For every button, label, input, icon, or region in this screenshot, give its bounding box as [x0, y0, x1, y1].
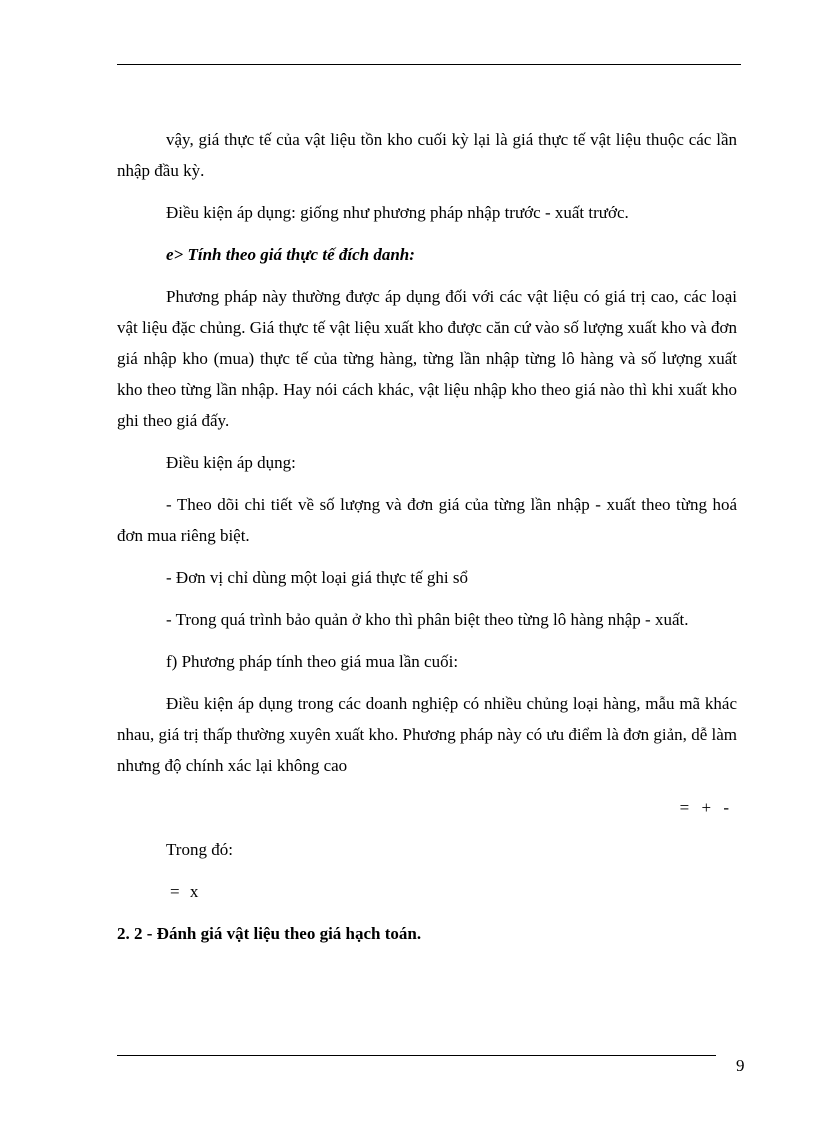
list-item: - Đơn vị chỉ dùng một loại giá thực tế ghi sổ — [166, 568, 468, 587]
formula-line: = x — [170, 882, 202, 901]
section-heading: 2. 2 - Đánh giá vật liệu theo giá hạch toán. — [117, 924, 422, 943]
list-item: - Theo dõi chi tiết về số lượng và đơn giá của từng lần nhập - xuất theo từng hoá đơn mua riêng biệt. — [117, 495, 737, 545]
paragraph: Trong đó: — [166, 840, 233, 859]
list-item: - Trong quá trình bảo quản ở kho thì phân biệt theo từng lô hàng nhập - xuất. — [166, 610, 689, 629]
paragraph: Phương pháp này thường được áp dụng đối với các vật liệu có giá trị cao, các loại vật liệu đặc chủng. Giá thực tế vật liệu xuất kho được căn cứ vào số lượng xuất kho và đơn giá nhập kho (mua) thực tế của từng hàng, từng lần nhập từng lô hàng và số lượng xuất kho theo từng lần nhập. Hay nói cách khác, vật liệu nhập kho theo giá nào thì khi xuất kho ghi theo giá đấy. — [117, 287, 737, 430]
formula-line: = + - — [679, 798, 733, 817]
document-body — [117, 124, 737, 949]
paragraph: vậy, giá thực tế của vật liệu tồn kho cuối kỳ lại là giá thực tế vật liệu thuộc các lần nhập đầu kỳ. — [117, 130, 737, 180]
header-rule — [117, 64, 741, 65]
subheading-e: e> Tính theo giá thực tế đích danh: — [166, 245, 415, 264]
paragraph: Điều kiện áp dụng: — [166, 453, 296, 472]
page-number: 9 — [736, 1056, 745, 1075]
footer-rule — [117, 1055, 716, 1056]
paragraph: Điều kiện áp dụng: giống như phương pháp nhập trước - xuất trước. — [166, 203, 629, 222]
paragraph: Điều kiện áp dụng trong các doanh nghiệp có nhiều chủng loại hàng, mẫu mã khác nhau, giá trị thấp thường xuyên xuất kho. Phương pháp này có ưu điểm là đơn giản, dễ làm nhưng độ chính xác lại không cao — [117, 694, 737, 775]
subheading-f: f) Phương pháp tính theo giá mua lần cuối: — [166, 652, 459, 671]
